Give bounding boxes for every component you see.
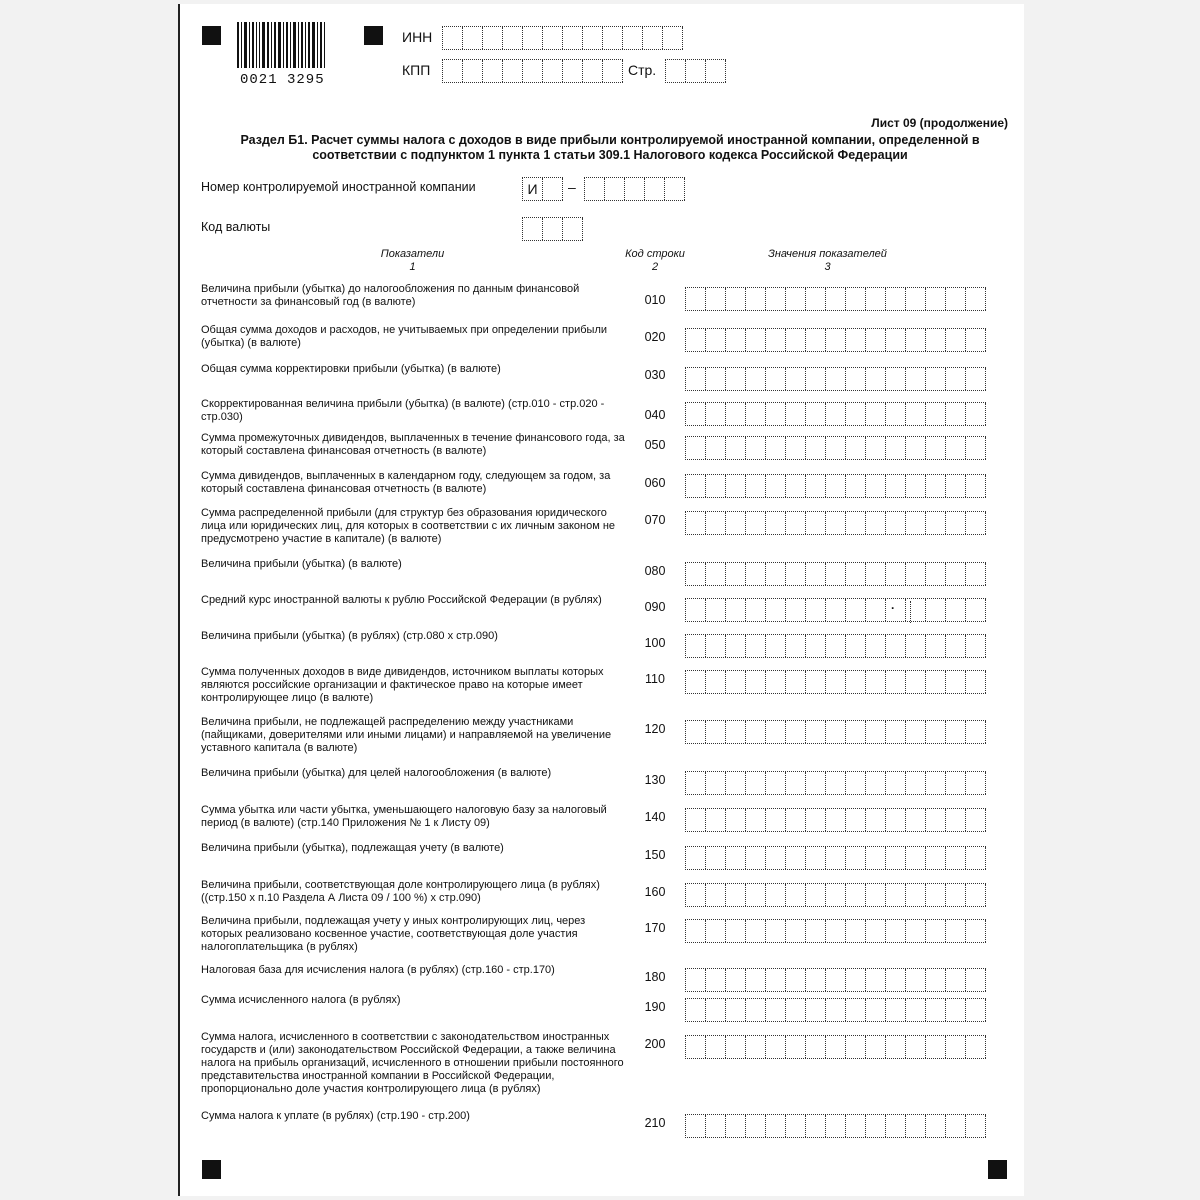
row-100-label: Величина прибыли (убытка) (в рублях) (стр.080 х стр.090) [201,630,498,642]
row-010-code: 010 [644,293,666,307]
row-010-label: Величина прибыли (убытка) до налогообложения по данным финансовой отчетности за финансовый год (в валюте) [201,283,580,308]
row-050-label: Сумма промежуточных дивидендов, выплаченных в течение финансового года, за который составлена финансовая отчетность (в валюте) [201,432,625,457]
barcode [237,22,343,72]
row-210-label: Сумма налога к уплате (в рублях) (стр.190 - стр.200) [201,1110,470,1122]
row-140-value-field[interactable] [685,808,986,832]
row-120-value-field[interactable] [685,720,986,744]
row-160-value-field[interactable] [685,883,986,907]
row-200-code: 200 [644,1037,666,1051]
row-110-value-field[interactable] [685,670,986,694]
row-030-label: Общая сумма корректировки прибыли (убытка) (в валюте) [201,363,501,375]
row-140-code: 140 [644,810,666,824]
row-060-value-field[interactable] [685,474,986,498]
page-number-field[interactable] [665,59,726,83]
inn-field[interactable] [442,26,683,50]
row-090-label: Средний курс иностранной валюты к рублю Российской Федерации (в рублях) [201,594,602,606]
row-210-code: 210 [644,1116,666,1130]
row-100-code: 100 [644,636,666,650]
row-090-value-field[interactable] [685,598,986,622]
corner-marker-top-middle [364,26,383,45]
section-title: Раздел Б1. Расчет суммы налога с доходов в виде прибыли контролируемой иностранной компании, определенной в соответствии с подпунктом 1 пункта 1 статьи 309.1 Налогового кодекса Российской Федерации [240,133,980,162]
form-page [178,4,1024,1196]
row-210-value-field[interactable] [685,1114,986,1138]
row-030-value-field[interactable] [685,367,986,391]
row-110-label: Сумма полученных доходов в виде дивидендов, источником выплаты которых являются российские организации и фактическое право на которые имеет контролирующее лицо (в валюте) [201,666,604,704]
row-150-value-field[interactable] [685,846,986,870]
column-header-indicators-text: Показатели [380,248,445,260]
row-060-code: 060 [644,476,666,490]
row-040-value-field[interactable] [685,402,986,426]
row-160-label: Величина прибыли, соответствующая доле контролирующего лица (в рублях) ((стр.150 х п.10 Раздела А Листа 09 / 100 %) х стр.090) [201,879,600,904]
row-090-code: 090 [644,600,666,614]
row-020-code: 020 [644,330,666,344]
row-170-label: Величина прибыли, подлежащая учету у иных контролирующих лиц, через которых реализовано косвенное участие, соответствующая доле участия налогоплательщика (в рублях) [201,915,586,953]
row-180-label: Налоговая база для исчисления налога (в рублях) (стр.160 - стр.170) [201,964,555,976]
row-130-label: Величина прибыли (убытка) для целей налогообложения (в валюте) [201,767,552,779]
corner-marker-top-left [202,26,221,45]
column-header-values-text: Значения показателей [768,248,887,260]
barcode-number: 0021 3295 [240,72,325,88]
row-070-value-field[interactable] [685,511,986,535]
column-header-values [740,248,915,274]
column-header-indicators [330,248,495,274]
row-190-label: Сумма исчисленного налога (в рублях) [201,994,401,1006]
row-130-code: 130 [644,773,666,787]
row-190-code: 190 [644,1000,666,1014]
row-190-value-field[interactable] [685,998,986,1022]
column-header-line-code-text: Код строки [625,248,685,260]
row-060-label: Сумма дивидендов, выплаченных в календарном году, следующем за годом, за который составлена финансовая отчетность (в валюте) [201,470,611,495]
row-080-code: 080 [644,564,666,578]
row-170-value-field[interactable] [685,919,986,943]
corner-marker-bottom-left [202,1160,221,1179]
row-150-code: 150 [644,848,666,862]
row-070-label: Сумма распределенной прибыли (для структур без образования юридического лица или юридических лиц, для которых в соответствии с их личным законом не предусмотрено участие в капитале) (в валюте) [201,507,616,545]
row-110-code: 110 [645,672,665,686]
company-number-label: Номер контролируемой иностранной компании [201,180,476,194]
company-number-prefix: И [523,178,543,200]
column-header-indicators-num: 1 [409,261,416,273]
row-040-label: Скорректированная величина прибыли (убытка) (в валюте) (стр.010 - стр.020 - стр.030) [201,398,605,423]
column-header-line-code-num: 2 [651,261,659,273]
row-140-label: Сумма убытка или части убытка, уменьшающего налоговую базу за налоговый период (в валюте) (стр.140 Приложения № 1 к Листу 09) [201,804,607,829]
row-180-value-field[interactable] [685,968,986,992]
company-number-prefix-field[interactable] [522,177,563,201]
row-150-label: Величина прибыли (убытка), подлежащая учету (в валюте) [201,842,504,854]
sheet-label: Лист 09 (продолжение) [871,116,1008,130]
column-header-values-num: 3 [824,261,831,273]
row-120-code: 120 [644,722,666,736]
company-number-dash: – [568,179,576,195]
row-200-value-field[interactable] [685,1035,986,1059]
row-050-code: 050 [644,438,666,452]
row-010-value-field[interactable] [685,287,986,311]
row-120-label: Величина прибыли, не подлежащей распределению между участниками (пайщиками, доверителями или иными лицами) и направляемой на увеличение уставного капитала (в валюте) [201,716,612,754]
row-080-value-field[interactable] [685,562,986,586]
row-070-code: 070 [644,513,666,527]
page-label: Стр. [628,62,657,78]
row-130-value-field[interactable] [685,771,986,795]
row-100-value-field[interactable] [685,634,986,658]
row-170-code: 170 [644,921,666,935]
row-030-code: 030 [644,368,666,382]
currency-code-label: Код валюты [201,220,271,234]
row-180-code: 180 [644,970,666,984]
column-header-line-code [610,248,700,274]
currency-code-field[interactable] [522,217,583,241]
row-020-value-field[interactable] [685,328,986,352]
decimal-point-mark: · [891,601,911,623]
company-number-field[interactable] [584,177,685,201]
row-050-value-field[interactable] [685,436,986,460]
row-080-label: Величина прибыли (убытка) (в валюте) [201,558,402,570]
row-040-code: 040 [644,408,666,422]
kpp-label: КПП [402,62,431,78]
kpp-field[interactable] [442,59,623,83]
row-200-label: Сумма налога, исчисленного в соответствии с законодательством иностранных государств и (или) законодательством Российской Федерации, а также величина налога на прибыль организаций, исчисленного в отношении прибыли постоянного представительства иностранной компании в Российской Федерации, пропорционально доле участия контролирующего лица (в рублях) [201,1031,624,1095]
inn-label: ИНН [402,29,433,45]
row-020-label: Общая сумма доходов и расходов, не учитываемых при определении прибыли (убытка) (в валюте) [201,324,608,349]
row-160-code: 160 [644,885,666,899]
corner-marker-bottom-right [988,1160,1007,1179]
